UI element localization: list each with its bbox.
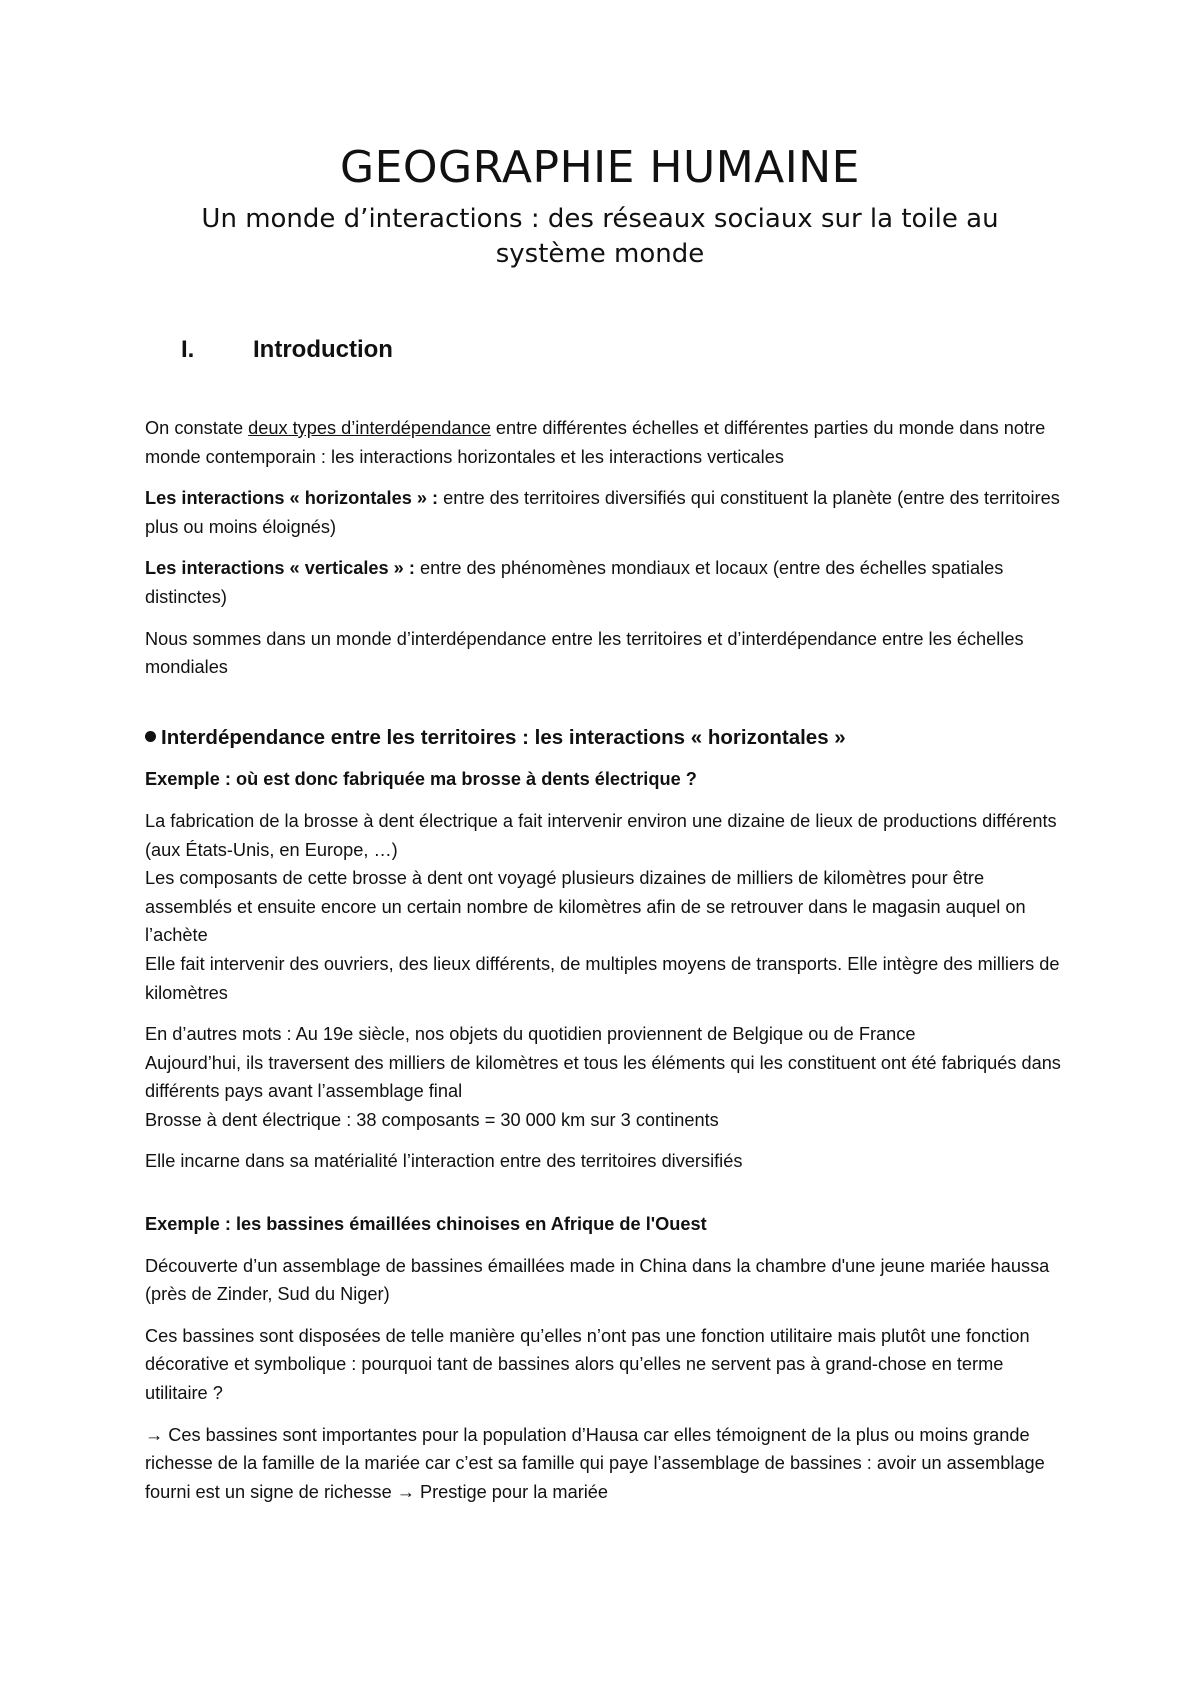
subsection-heading — [145, 724, 1070, 753]
example1-p2-line1: En d’autres mots : Au 19e siècle, nos objets du quotidien proviennent de Belgique ou de France — [145, 1024, 916, 1045]
section-number: I. — [181, 336, 195, 363]
bullet-icon — [145, 731, 156, 742]
section-heading-introduction — [181, 336, 393, 364]
intro-text-after: entre différentes échelles et différentes parties du monde dans notre monde contemporain : les interactions horizontales et les interactions verticales — [145, 418, 1046, 467]
horizontal-label: Les interactions « horizontales » : — [145, 488, 439, 509]
example1-title: Exemple : où est donc fabriquée ma brosse à dents électrique ? — [145, 769, 697, 790]
vertical-text: entre des phénomènes mondiaux et locaux (entre des échelles spatiales distinctes) — [145, 558, 1004, 607]
arrow-right-icon: → — [396, 1481, 415, 1502]
intro-underlined-term: deux types d’interdépendance — [248, 418, 491, 438]
vertical-label: Les interactions « verticales » : — [145, 558, 415, 579]
document-subtitle: Un monde d’interactions : des réseaux sociaux sur la toile au système monde — [201, 204, 999, 269]
example1-p2-line2: Aujourd’hui, ils traversent des milliers de kilomètres et tous les éléments qui les constituent ont été fabriqués dans différents pays avant l’assemblage final — [145, 1052, 1061, 1102]
section-title: Introduction — [253, 336, 393, 363]
example1-paragraph3: Elle incarne dans sa matérialité l’interaction entre des territoires diversifiés — [145, 1151, 743, 1172]
example2-p3-text2: Prestige pour la mariée — [414, 1481, 609, 1502]
horizontal-text: entre des territoires diversifiés qui constituent la planète (entre des territoires plus ou moins éloignés) — [145, 488, 1060, 537]
horizontal-definition — [145, 484, 1070, 541]
example1-paragraph2 — [145, 1020, 1070, 1134]
document-body — [145, 414, 1070, 1519]
vertical-definition — [145, 554, 1070, 611]
example1-p1-line1: La fabrication de la brosse à dent électrique a fait intervenir environ une dizaine de lieux de productions différents (aux États-Unis, en Europe, …) — [145, 810, 1057, 860]
subsection-title: Interdépendance entre les territoires : les interactions « horizontales » — [161, 725, 846, 749]
example2-title: Exemple : les bassines émaillées chinoises en Afrique de l'Ouest — [145, 1214, 707, 1235]
example2-paragraph1: Découverte d’un assemblage de bassines émaillées made in China dans la chambre d'une jeune mariée haussa (près de Zinder, Sud du Niger) — [145, 1255, 1050, 1305]
example2-paragraph2: Ces bassines sont disposées de telle manière qu’elles n’ont pas une fonction utilitaire mais plutôt une fonction décorative et symbolique : pourquoi tant de bassines alors qu’elles ne servent pas à grand-chose en terme utilitaire ? — [145, 1325, 1030, 1404]
intro-paragraph — [145, 414, 1070, 471]
example2-paragraph3 — [145, 1421, 1070, 1507]
example1-p1-line3: Elle fait intervenir des ouvriers, des lieux différents, de multiples moyens de transports. Elle intègre des milliers de kilomètres — [145, 953, 1060, 1003]
document-title: GEOGRAPHIE HUMAINE — [340, 142, 860, 193]
summary-paragraph: Nous sommes dans un monde d’interdépendance entre les territoires et d’interdépendance entre les échelles mondiales — [145, 628, 1024, 678]
arrow-right-icon: → — [145, 1424, 164, 1445]
example1-paragraph1 — [145, 807, 1070, 1007]
intro-text-before: On constate — [145, 418, 249, 438]
example2-p3-text1: Ces bassines sont importantes pour la population d’Hausa car elles témoignent de la plus ou moins grande richesse de la famille de la mariée car c’est sa famille qui paye l’assemblage de bassines : avoir un assemblage fourni est un signe de richesse — [145, 1424, 1045, 1502]
example1-p2-line3: Brosse à dent électrique : 38 composants = 30 000 km sur 3 continents — [145, 1109, 719, 1130]
example1-p1-line2: Les composants de cette brosse à dent ont voyagé plusieurs dizaines de milliers de kilomètres pour être assemblés et ensuite encore un certain nombre de kilomètres afin de se retrouver dans le magasin auquel on l’achète — [145, 868, 1026, 946]
